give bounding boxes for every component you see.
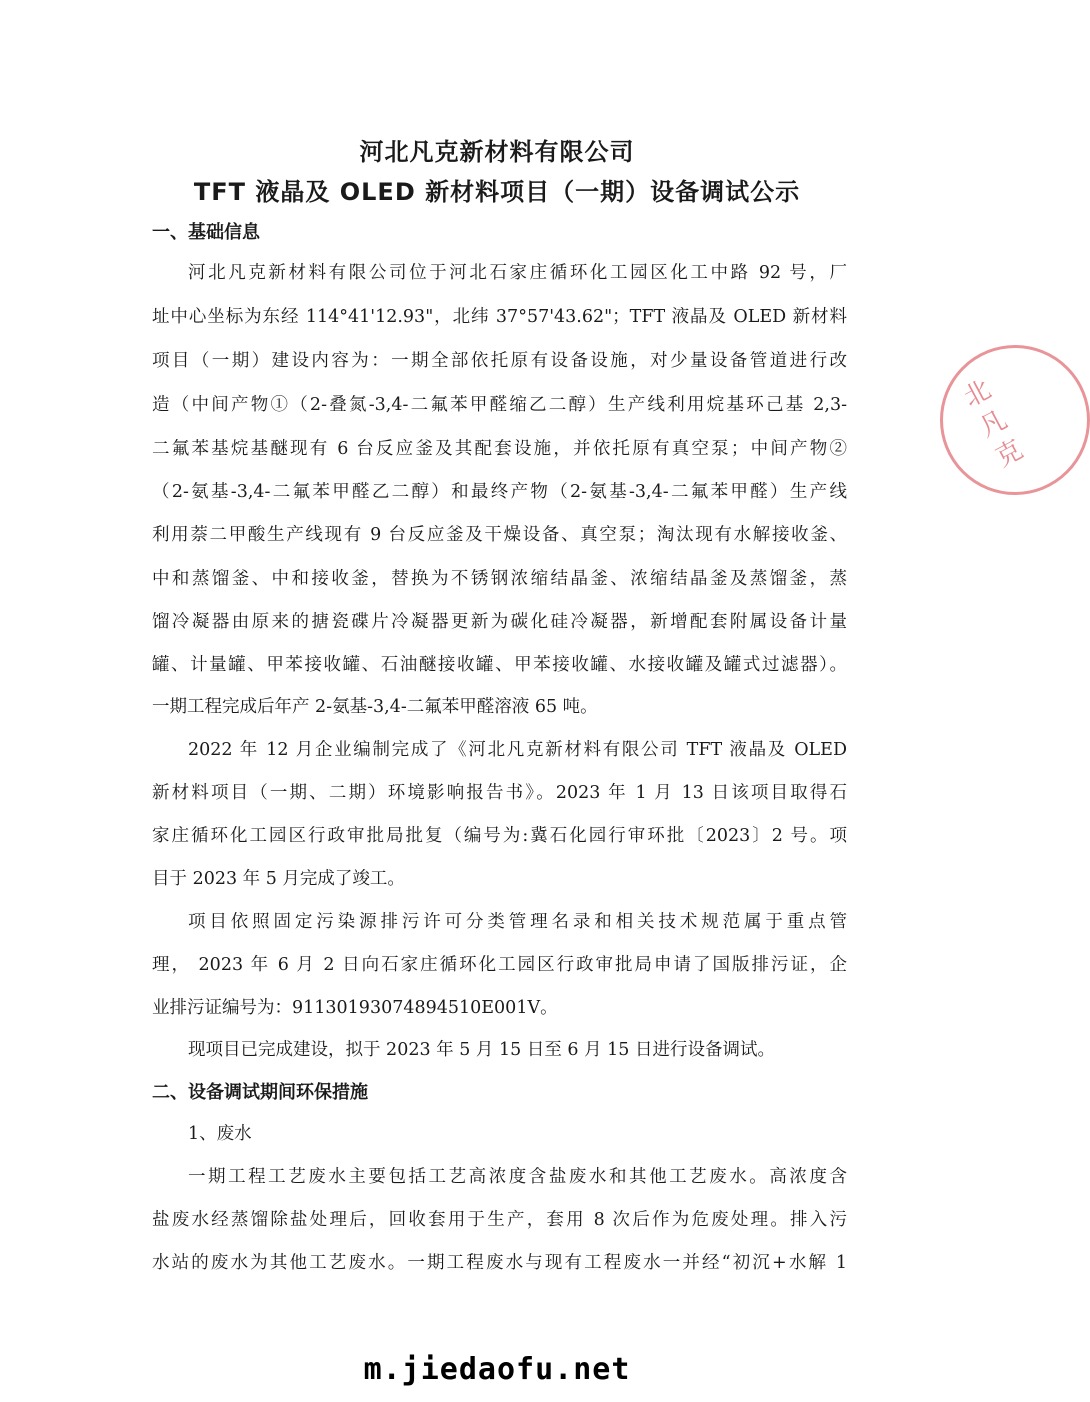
paragraph-line: 项目依照固定污染源排污许可分类管理名录和相关技术规范属于重点管: [188, 912, 847, 932]
section-heading-env-measures: 二、设备调试期间环保措施: [152, 1082, 368, 1103]
paragraph-line: 水站的废水为其他工艺废水。一期工程废水与现有工程废水一并经“初沉+水解 1: [152, 1253, 847, 1273]
paragraph-line: 2022 年 12 月企业编制完成了《河北凡克新材料有限公司 TFT 液晶及 OLED: [188, 740, 847, 760]
paragraph-line: 罐、计量罐、甲苯接收罐、石油醚接收罐、甲苯接收罐、水接收罐及罐式过滤器）。: [152, 655, 847, 675]
paragraph-line: 项目（一期）建设内容为：一期全部依托原有设备设施，对少量设备管道进行改: [152, 351, 847, 371]
paragraph-line: 业排污证编号为：91130193074894510E001V。: [152, 998, 558, 1018]
paragraph-line: 二氟苯基烷基醚现有 6 台反应釜及其配套设施，并依托原有真空泵；中间产物②: [152, 439, 847, 459]
paragraph-line: 中和蒸馏釜、中和接收釜，替换为不锈钢浓缩结晶釜、浓缩结晶釜及蒸馏釜，蒸: [152, 569, 847, 589]
paragraph-line: 馏冷凝器由原来的搪瓷碟片冷凝器更新为碳化硅冷凝器，新增配套附属设备计量: [152, 612, 847, 632]
company-seal: [940, 345, 1090, 495]
paragraph-line: 河北凡克新材料有限公司位于河北石家庄循环化工园区化工中路 92 号，厂: [188, 263, 847, 283]
section-heading-basic-info: 一、基础信息: [152, 222, 260, 243]
paragraph-line: 一期工程完成后年产 2-氨基-3,4-二氟苯甲醛溶液 65 吨。: [152, 697, 598, 717]
paragraph-line: 造（中间产物①（2-叠氮-3,4-二氟苯甲醛缩乙二醇）生产线利用烷基环己基 2,3-: [152, 395, 847, 415]
document-title-project: TFT 液晶及 OLED 新材料项目（一期）设备调试公示: [193, 178, 801, 206]
company-seal-text: 北凡克: [958, 374, 1028, 474]
paragraph-line: 现项目已完成建设，拟于 2023 年 5 月 15 日至 6 月 15 日进行设备调试。: [188, 1040, 775, 1060]
paragraph-line: 新材料项目（一期、二期）环境影响报告书》。2023 年 1 月 13 日该项目取得石: [152, 783, 847, 803]
paragraph-line: 利用萘二甲酸生产线现有 9 台反应釜及干燥设备、真空泵；淘汰现有水解接收釜、: [152, 525, 847, 545]
paragraph-line: 目于 2023 年 5 月完成了竣工。: [152, 869, 405, 889]
document-title-company: 河北凡克新材料有限公司: [359, 138, 635, 166]
paragraph-line: 理， 2023 年 6 月 2 日向石家庄循环化工园区行政审批局申请了国版排污证，企: [152, 955, 847, 975]
subsection-heading-wastewater: 1、废水: [188, 1124, 252, 1144]
paragraph-line: （2-氨基-3,4-二氟苯甲醛乙二醇）和最终产物（2-氨基-3,4-二氟苯甲醛）生产线: [152, 482, 847, 502]
paragraph-line: 一期工程工艺废水主要包括工艺高浓度含盐废水和其他工艺废水。高浓度含: [188, 1167, 847, 1187]
paragraph-line: 家庄循环化工园区行政审批局批复（编号为:冀石化园行审环批〔2023〕2 号。项: [152, 826, 847, 846]
site-watermark: m.jiedaofu.net: [363, 1352, 631, 1387]
paragraph-line: 址中心坐标为东经 114°41'12.93"，北纬 37°57'43.62"；TFT 液晶及 OLED 新材料: [152, 307, 847, 327]
paragraph-line: 盐废水经蒸馏除盐处理后，回收套用于生产，套用 8 次后作为危废处理。排入污: [152, 1210, 847, 1230]
